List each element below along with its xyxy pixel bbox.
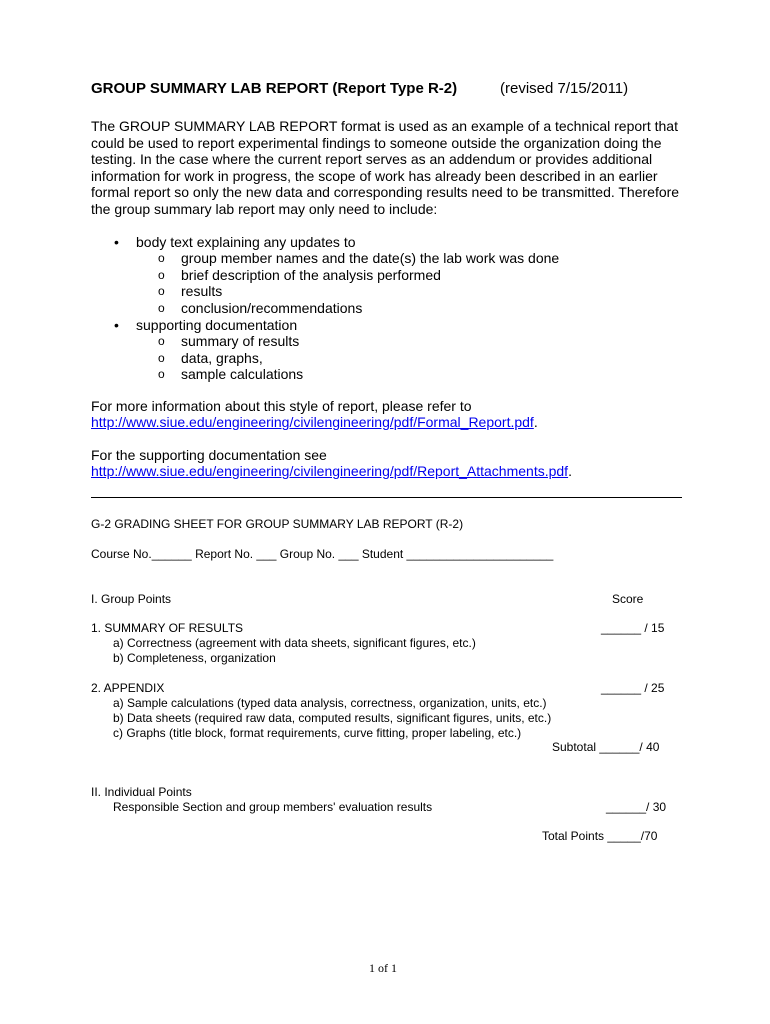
total-points: Total Points _____/70 bbox=[542, 829, 658, 843]
sub-list-item: conclusion/recommendations bbox=[181, 300, 363, 316]
sub-list-item: group member names and the date(s) the lab work was done bbox=[181, 250, 560, 266]
appendix-score: ______ / 25 bbox=[601, 681, 665, 695]
attachments-link-line bbox=[91, 463, 572, 479]
summary-score: ______ / 15 bbox=[601, 621, 665, 635]
sub-bullet: o bbox=[158, 301, 165, 315]
individual-points-heading: II. Individual Points bbox=[91, 785, 192, 799]
intro-line: information for work in progress, the scope of work has already been described in an earlier bbox=[91, 167, 658, 184]
group-points-label: I. Group Points bbox=[91, 592, 172, 606]
formal-report-link-line bbox=[91, 414, 538, 430]
formal-report-link[interactable]: http://www.siue.edu/engineering/civilengineering/pdf/Formal_Report.pdf bbox=[91, 414, 534, 430]
sub-list-item: sample calculations bbox=[181, 366, 304, 382]
intro-line: The GROUP SUMMARY LAB REPORT format is used as an example of a technical report that bbox=[91, 118, 678, 134]
period: . bbox=[533, 414, 538, 430]
list-item: body text explaining any updates to bbox=[136, 234, 356, 250]
intro-line: testing. In the case where the current report serves as an addendum or provides additional bbox=[91, 151, 653, 168]
supporting-doc-text: For the supporting documentation see bbox=[91, 447, 327, 463]
sub-list-item: summary of results bbox=[181, 333, 300, 349]
appendix-heading: 2. APPENDIX bbox=[91, 681, 165, 695]
score-label: Score bbox=[612, 592, 644, 606]
more-info-text: For more information about this style of report, please refer to bbox=[91, 398, 472, 414]
course-report-fields: Course No.______ Report No. ___ Group No. ___ Student ______________________ bbox=[91, 547, 554, 561]
list-item: supporting documentation bbox=[136, 317, 298, 333]
sub-bullet: o bbox=[158, 351, 165, 365]
bullet: • bbox=[114, 234, 119, 250]
summary-criterion: a) Correctness (agreement with data sheets, significant figures, etc.) bbox=[113, 636, 476, 650]
sub-bullet: o bbox=[158, 334, 165, 348]
sub-bullet: o bbox=[158, 251, 165, 265]
period: . bbox=[568, 463, 572, 479]
appendix-criterion: c) Graphs (title block, format requirements, curve fitting, proper labeling, etc.) bbox=[113, 726, 522, 740]
intro-line: the group summary lab report may only need to include: bbox=[91, 200, 438, 217]
bullet: • bbox=[114, 317, 119, 333]
attachments-link[interactable]: http://www.siue.edu/engineering/civilengineering/pdf/Report_Attachments.pdf bbox=[91, 463, 569, 479]
sub-bullet: o bbox=[158, 268, 165, 282]
intro-line: formal report so only the new data and corresponding results need to be transmitted. Therefore bbox=[91, 184, 680, 201]
intro-paragraph bbox=[91, 118, 691, 218]
appendix-criterion: b) Data sheets (required raw data, computed results, significant figures, units, etc.) bbox=[113, 711, 552, 725]
section-divider bbox=[91, 497, 682, 498]
summary-heading: 1. SUMMARY OF RESULTS bbox=[91, 621, 244, 635]
sub-list-item: brief description of the analysis performed bbox=[181, 267, 441, 283]
summary-criterion: b) Completeness, organization bbox=[113, 651, 276, 665]
appendix-criterion: a) Sample calculations (typed data analysis, correctness, organization, units, etc.) bbox=[113, 696, 547, 710]
page-number: 1 of 1 bbox=[369, 961, 397, 975]
subtotal: Subtotal ______/ 40 bbox=[552, 740, 660, 754]
grading-sheet-title: G-2 GRADING SHEET FOR GROUP SUMMARY LAB REPORT (R-2) bbox=[91, 517, 464, 531]
revised-date: (revised 7/15/2011) bbox=[500, 80, 629, 97]
sub-list-item: data, graphs, bbox=[181, 350, 263, 366]
sub-bullet: o bbox=[158, 367, 165, 381]
individual-score: ______/ 30 bbox=[606, 800, 667, 814]
individual-criterion: Responsible Section and group members' evaluation results bbox=[113, 800, 433, 814]
sub-list-item: results bbox=[181, 283, 223, 299]
intro-line: could be used to report experimental findings to someone outside the organization doing the bbox=[91, 134, 662, 151]
sub-bullet: o bbox=[158, 284, 165, 298]
report-title: GROUP SUMMARY LAB REPORT (Report Type R-2) bbox=[91, 80, 458, 97]
